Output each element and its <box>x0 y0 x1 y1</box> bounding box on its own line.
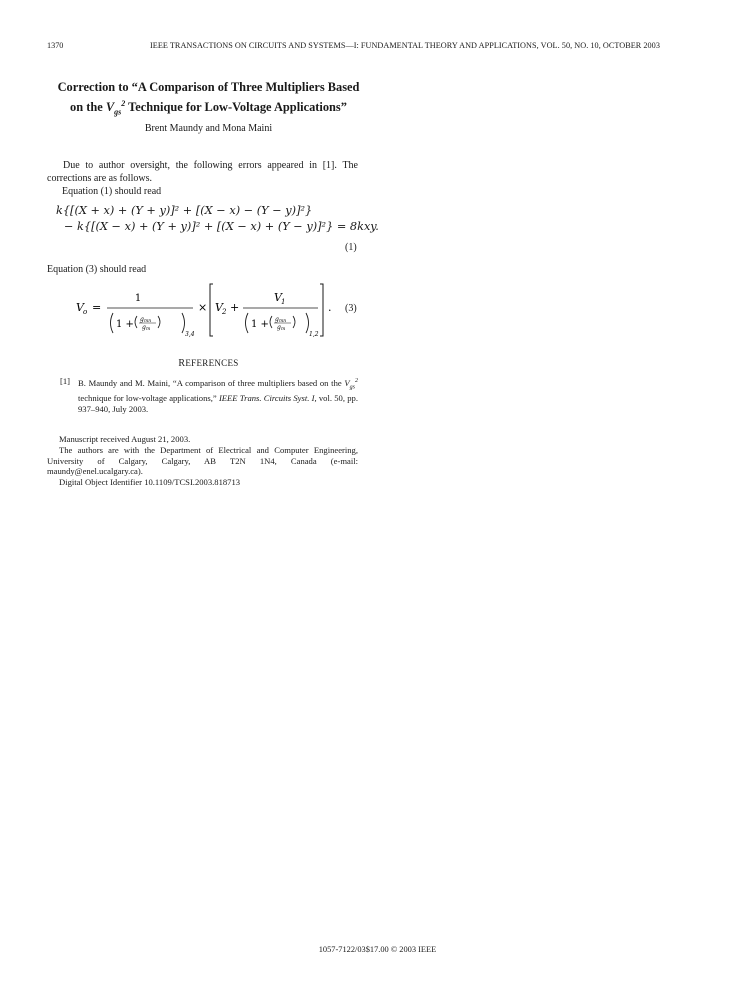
eq3-frac-top: g <box>140 316 144 323</box>
eq3-v2: V <box>215 301 223 314</box>
references-heading: REFERENCES <box>178 358 239 369</box>
footnote <box>47 434 358 488</box>
svg-text:m: m <box>281 327 286 332</box>
title-line-1: Correction to “A Comparison of Three Multipliers Based <box>57 80 360 94</box>
reference-text: B. Maundy and M. Maini, “A comparison of three multipliers based on the $V_{gs}^2$ technique for low-voltage applications,” IEEE Trans. Circuits Syst. I, vol. 50, pp. 937–940, July 2003. <box>78 377 358 415</box>
footnote-received: Manuscript received August 21, 2003. <box>59 434 191 444</box>
eq3-outer-sub: 3,4 <box>185 331 195 338</box>
intro-paragraph: Due to author oversight, the following errors appeared in [1]. The corrections are as follows. <box>47 160 358 184</box>
svg-text:g: g <box>275 316 279 323</box>
eq3-plus: + <box>230 301 240 314</box>
svg-text:1: 1 <box>281 298 286 306</box>
eq3-left-bracket <box>210 284 213 336</box>
equation-1 <box>56 203 379 235</box>
running-header: IEEE TRANSACTIONS ON CIRCUITS AND SYSTEMS—I: FUNDAMENTAL THEORY AND APPLICATIONS, VOL. 50, NO. 10, OCTOBER 2003 <box>150 41 660 50</box>
eq3-right-bracket <box>320 284 323 336</box>
eq3-inner-paren-r <box>158 316 160 328</box>
eq3-period: . <box>328 301 332 314</box>
eq3-lhs: V <box>76 301 84 314</box>
svg-text:1 +: 1 + <box>251 319 269 330</box>
eq3-left-paren <box>111 313 114 333</box>
eq3-right-paren <box>182 313 185 333</box>
eq3-inner-paren-l <box>135 316 137 328</box>
eq3-inner-sub: 1,2 <box>309 331 319 338</box>
title-line-2: on the $V_{gs}^2$ Technique for Low-Voltage Applications” <box>70 98 347 117</box>
eq3-numerator: 1 <box>134 293 142 304</box>
svg-text:2: 2 <box>222 308 227 316</box>
equation-3-number: (3) <box>345 303 357 314</box>
footnote-affiliation: The authors are with the Department of Electrical and Computer Engineering, University of Calgary, Calgary, AB T2N 1N4, Canada (e-mail: maundy@enel.ucalgary.ca). <box>47 444 358 477</box>
equation-3-intro: Equation (3) should read <box>47 264 147 275</box>
equation-3 <box>70 280 340 340</box>
eq3-frac-bot: g <box>142 324 146 331</box>
equation-1-number: (1) <box>345 242 357 253</box>
svg-text:g: g <box>277 324 281 331</box>
equation-1-line-2: − k{[(X − x) + (Y + y)]² + [(X − x) + (Y − y)]²} = 8kxy. <box>64 220 379 233</box>
page-number: 1370 <box>47 41 64 50</box>
svg-text:m: m <box>146 327 151 332</box>
paper-title <box>47 80 370 120</box>
equation-1-line-1: k{[(X + x) + (Y + y)]² + [(X − x) − (Y − y)]²} <box>56 204 313 217</box>
svg-text:mn: mn <box>279 319 287 324</box>
authors: Brent Maundy and Mona Maini <box>144 123 273 134</box>
eq3-times: × <box>198 301 208 314</box>
title-variable: $V_{gs}^2$ <box>105 98 126 117</box>
copyright-line: 1057-7122/03$17.00 © 2003 IEEE <box>318 945 437 954</box>
eq3-v1: V <box>274 291 282 304</box>
eq3-equals: = <box>92 301 102 314</box>
equation-1-intro: Equation (1) should read <box>62 186 162 197</box>
footnote-doi: Digital Object Identifier 10.1109/TCSI.2003.818713 <box>59 477 241 488</box>
eq3-lhs-sub: o <box>83 308 88 316</box>
svg-text:mn: mn <box>144 319 152 324</box>
reference-number: [1] <box>60 376 71 386</box>
eq3-den-one: 1 + <box>116 319 134 330</box>
